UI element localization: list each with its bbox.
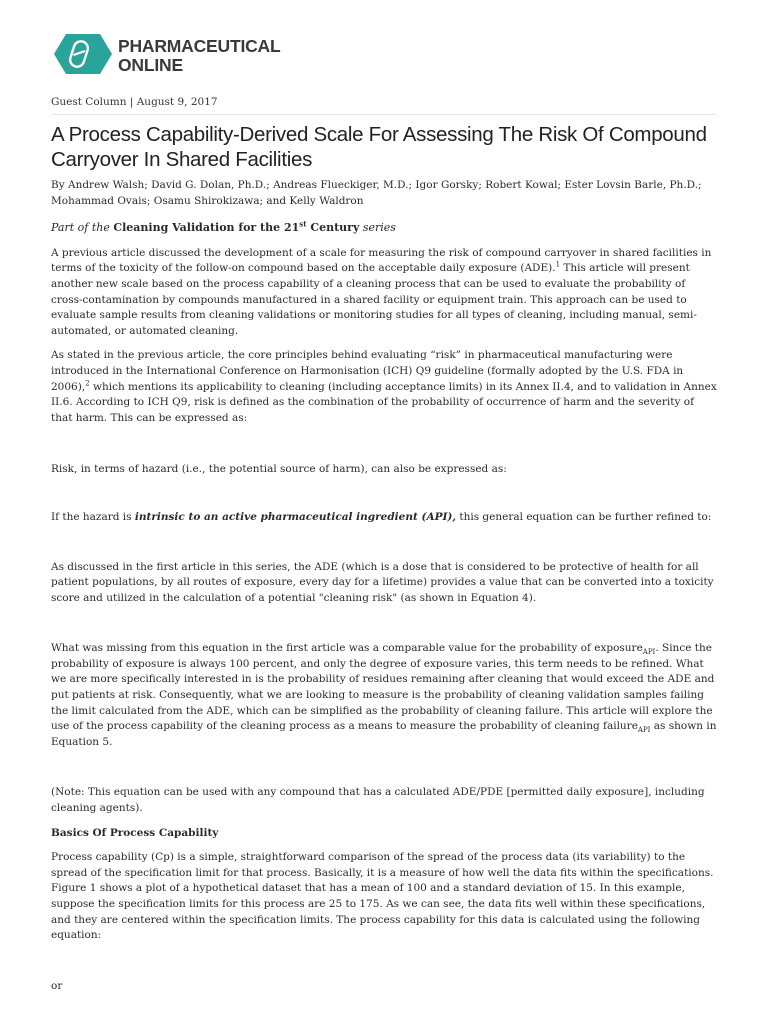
section-heading: Basics Of Process Capability bbox=[51, 826, 219, 839]
article-title: A Process Capability-Derived Scale For Assessing The Risk Of Compound Carryover In Shared Facilities bbox=[51, 123, 707, 171]
series-line[interactable] bbox=[51, 220, 717, 236]
series-suffix: series bbox=[362, 221, 396, 235]
paragraph-note: (Note: This equation can be used with any compound that has a calculated ADE/PDE [permitted daily exposure], including cleaning agents). bbox=[51, 786, 705, 815]
paragraph-6: What was missing from this equation in the first article was a comparable value for the probability of exposure$_{API}$. Since the probability of exposure is always 100 percent, and only the degree of exposure varies, this term needs to be refined. What we are more specifically interested in is the probability of residues remaining after cleaning that would exceed the ADE and put patients at risk. Consequently, what we are looking to measure is the probability of cleaning validation samples failing the limit calculated from the ADE, which can be simplified as the probability of cleaning failure. This article will explore the use of the process capability of the cleaning process as a means to measure the probability of cleaning failure$_{API}$ as shown in Equation 5. bbox=[51, 642, 717, 748]
series-prefix: Part of the bbox=[51, 221, 110, 235]
article-meta: Guest Column | August 9, 2017 bbox=[51, 96, 717, 115]
article-authors: By Andrew Walsh; David G. Dolan, Ph.D.; Andreas Flueckiger, M.D.; Igor Gorsky; Robert Kowal; Ester Lovsin Barle, Ph.D.; Mohammad Ovais; Osamu Shirokizawa; and Kelly Waldron bbox=[51, 179, 702, 207]
footnote-ref-2[interactable]: 2 bbox=[85, 379, 90, 388]
brand-line-2: ONLINE bbox=[118, 55, 183, 75]
footnote-ref-1[interactable]: 1 bbox=[555, 260, 561, 269]
paragraph-2: As stated in the previous article, the core principles behind evaluating “risk” in pharmaceutical manufacturing were introduced in the International Conference on Harmonisation (ICH) Q9 guideline (formally adopted by the U.S. FDA in 2006),$^2$ which mentions its applicability to cleaning (including acceptance limits) in its Annex II.4, and to validation in Annex II.6. According to ICH Q9, risk is defined as the combination of the probability of occurrence of harm and the severity of that harm. This can be expressed as: bbox=[51, 349, 717, 424]
paragraph-8: Process capability (Cp) is a simple, straightforward comparison of the spread of the process data (its variability) to the spread of the specification limit for that process. Basically, it is a measure of how well the data fits within the specifications. Figure 1 shows a plot of a hypothetical dataset that has a mean of 100 and a standard deviation of 15. In this example, suppose the specification limits for this process are 25 to 175. As we can see, the data fits well within these specifications, and they are centered within the specification limits. The process capability for this data is calculated using the following equation: bbox=[51, 851, 714, 942]
paragraph-or: or bbox=[51, 979, 63, 992]
pharmaceutical-online-logo[interactable] bbox=[54, 34, 314, 74]
emphasis-api: intrinsic to an active pharmaceutical ingredient (API), bbox=[134, 510, 457, 523]
paragraph-4: If the hazard is intrinsic to an active pharmaceutical ingredient (API), this general equation can be further refined to: bbox=[51, 510, 712, 523]
series-name: Cleaning Validation for the 21st Century bbox=[113, 219, 360, 235]
paragraph-5: As discussed in the first article in this series, the ADE (which is a dose that is considered to be protective of health for all patient populations, by all routes of exposure, every day for a lifetime) provides a value that can be converted into a toxicity score and utilized in the calculation of a potential "cleaning risk" (as shown in Equation 4). bbox=[51, 560, 714, 604]
article-body bbox=[51, 178, 717, 994]
brand-line-1: PHARMACEUTICAL bbox=[118, 36, 281, 56]
paragraph-3: Risk, in terms of hazard (i.e., the potential source of harm), can also be expressed as: bbox=[51, 463, 507, 476]
paragraph-1: A previous article discussed the development of a scale for measuring the risk of compound carryover in shared facilities in terms of the toxicity of the follow-on compound based on the acceptable daily exposure (ADE).$^1$ This article will present another new scale based on the process capability of a cleaning process that can be used to evaluate the probability of cross-contamination by compounds manufactured in a shared facility or equipment train. This approach can be used to evaluate sample results from cleaning validations or monitoring studies for all types of cleaning, including manual, semi-automated, or automated cleaning. bbox=[51, 246, 712, 337]
pill-hexagon-logo-icon bbox=[54, 34, 112, 74]
